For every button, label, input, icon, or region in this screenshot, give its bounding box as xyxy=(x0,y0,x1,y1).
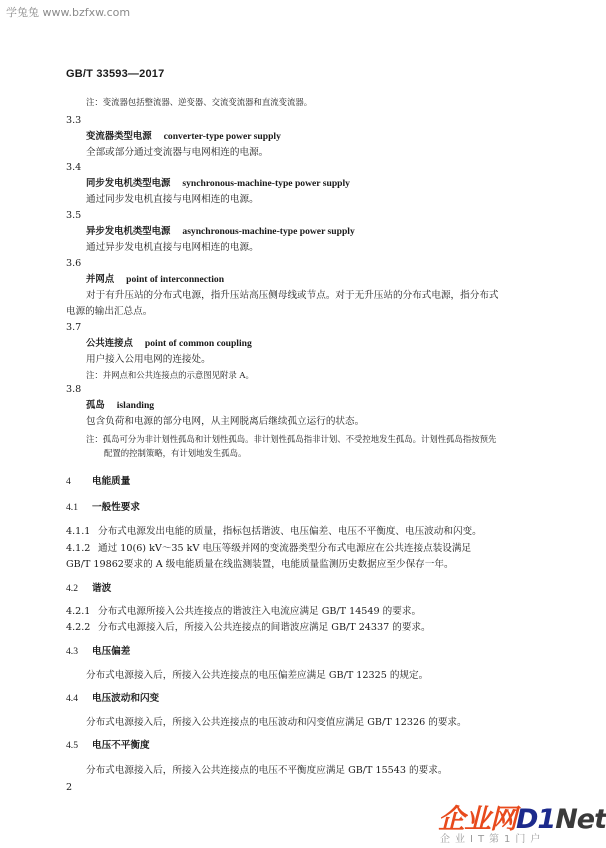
term-number: 3.5 xyxy=(66,210,82,221)
term-definition: 全部或部分通过变流器与电网相连的电源。 xyxy=(86,147,269,158)
term-title: 孤岛 islanding xyxy=(86,400,155,411)
term-number: 3.6 xyxy=(66,258,82,269)
clause: 4.2.2 分布式电源接入后，所接入公共连接点的间谐波应满足 GB/T 24337 的要求。 xyxy=(66,622,431,633)
term-number: 3.3 xyxy=(66,115,82,126)
term-note: 注：并网点和公共连接点的示意图见附录 A。 xyxy=(86,370,254,380)
page-number: 2 xyxy=(66,782,73,793)
term-title: 异步发电机类型电源 asynchronous-machine-type power supply xyxy=(86,226,355,237)
term-title: 变流器类型电源 converter-type power supply xyxy=(86,131,281,142)
section-heading: 4.4 电压波动和闪变 xyxy=(66,693,160,704)
section-heading: 4.3 电压偏差 xyxy=(66,646,131,657)
term-definition-cont: 电源的输出汇总点。 xyxy=(66,306,153,317)
term-definition: 通过同步发电机直接与电网相连的电源。 xyxy=(86,194,259,205)
clause: 4.1.2 通过 10(6) kV～35 kV 电压等级并网的变流器类型分布式电源应在公共连接点装设满足 xyxy=(66,543,472,554)
term-definition: 对于有升压站的分布式电源，指升压站高压侧母线或节点。对于无升压站的分布式电源，指分布式 xyxy=(86,290,499,301)
term-definition: 包含负荷和电源的部分电网，从主网脱离后继续孤立运行的状态。 xyxy=(86,416,365,427)
clause: 4.2.1 分布式电源所接入公共连接点的谐波注入电流应满足 GB/T 14549 的要求。 xyxy=(66,606,422,617)
term-note: 注：孤岛可分为非计划性孤岛和计划性孤岛。非计划性孤岛指非计划、不受控地发生孤岛。计划性孤岛指按预先 xyxy=(86,434,497,444)
chapter-heading: 4 电能质量 xyxy=(66,476,131,487)
term-number: 3.4 xyxy=(66,162,82,173)
term-note-cont: 配置的控制策略，有计划地发生孤岛。 xyxy=(104,448,247,458)
site-logo xyxy=(438,797,606,845)
section-text: 分布式电源接入后，所接入公共连接点的电压不平衡度应满足 GB/T 15543 的要求。 xyxy=(86,765,448,776)
section-text: 分布式电源接入后，所接入公共连接点的电压偏差应满足 GB/T 12325 的规定。 xyxy=(86,670,429,681)
logo-tagline: 企业IT第1门户 xyxy=(440,834,546,845)
term-number: 3.7 xyxy=(66,322,82,333)
section-heading: 4.1 一般性要求 xyxy=(66,502,140,513)
term-title: 并网点 point of interconnection xyxy=(86,274,225,285)
term-definition: 用户接入公用电网的连接处。 xyxy=(86,354,211,365)
term-title: 同步发电机类型电源 synchronous-machine-type power supply xyxy=(86,178,350,189)
term-title: 公共连接点 point of common coupling xyxy=(86,338,252,349)
standard-code: GB/T 33593—2017 xyxy=(66,68,165,80)
section-heading: 4.5 电压不平衡度 xyxy=(66,740,150,751)
clause-cont: GB/T 19862要求的 A 级电能质量在线监测装置，电能质量监测历史数据应至少保存一年。 xyxy=(66,559,454,570)
watermark-top: 学兔兔 www.bzfxw.com xyxy=(6,6,131,19)
section-heading: 4.2 谐波 xyxy=(66,583,112,594)
term-number: 3.8 xyxy=(66,384,82,395)
note-converter: 注：变流器包括整流器、逆变器、交流变流器和直流变流器。 xyxy=(86,97,313,107)
section-text: 分布式电源接入后，所接入公共连接点的电压波动和闪变值应满足 GB/T 12326 的要求。 xyxy=(86,717,467,728)
logo-wordmark: 企业网D1Net xyxy=(438,804,606,835)
term-definition: 通过异步发电机直接与电网相连的电源。 xyxy=(86,242,259,253)
clause: 4.1.1 分布式电源发出电能的质量，指标包括谐波、电压偏差、电压不平衡度、电压波动和闪变。 xyxy=(66,526,482,537)
